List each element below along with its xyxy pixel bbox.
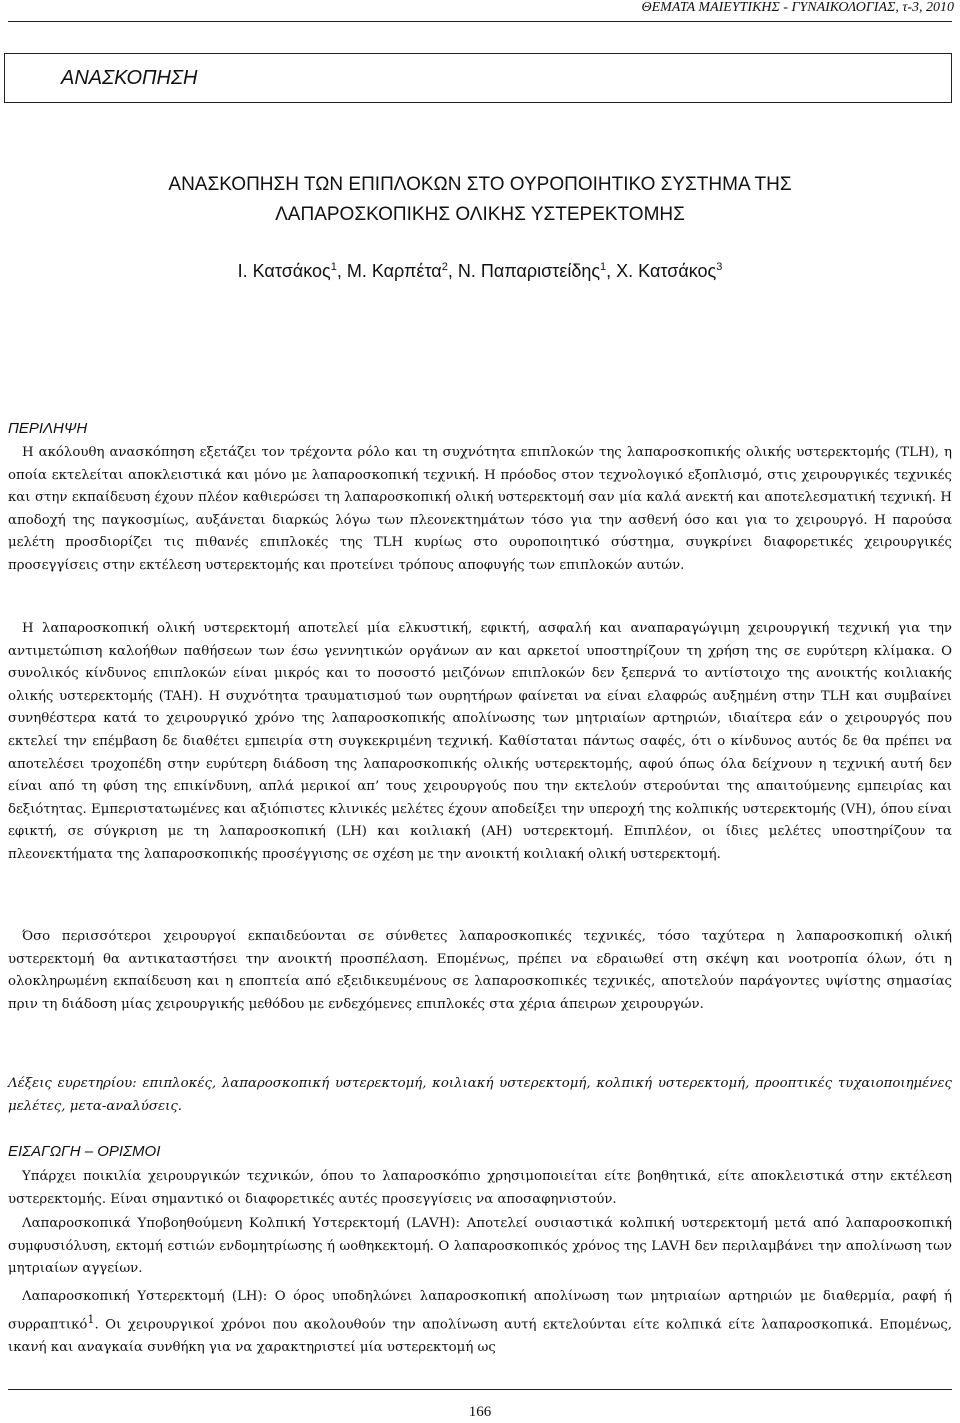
author-separator: , xyxy=(336,261,347,281)
author-name: Ι. Κατσάκος xyxy=(237,261,331,281)
author-affiliation: 1 xyxy=(600,261,607,273)
section-label: ΑΝΑΣΚΟΠΗΣΗ xyxy=(61,67,198,89)
introduction-paragraph xyxy=(8,1286,952,1359)
introduction-paragraph: Υπάρχει ποικιλία χειρουργικών τεχνικών, όπου το λαπαροσκόπιο χρησιμοποιείται είτε βοηθητικά, είτε αποκλειστικά στην εκτέλεση υστερεκτομής. Είναι σημαντικό οι διαφορετικές αυτές προσεγγίσεις να αποσαφηνιστούν. xyxy=(8,1169,952,1207)
author-name: Ν. Παπαριστείδης xyxy=(457,261,601,281)
header-rule xyxy=(8,21,952,22)
citation-marker: 1 xyxy=(87,1312,95,1326)
author-separator: , xyxy=(447,261,458,281)
introduction-text: Λαπαροσκοπική Υστερεκτομή (LH): Ο όρος υποδηλώνει λαπαροσκοπική απολίνωση των μητριαίων αρτηριών με διαθερμία, ραφή ή συρραπτικό xyxy=(8,1289,952,1333)
author-list xyxy=(0,253,960,285)
introduction-heading: ΕΙΣΑΓΩΓΗ – ΟΡΙΣΜΟΙ xyxy=(8,1143,161,1160)
introduction-text: . Οι χειρουργικοί χρόνοι που ακολουθούν την απολίνωση αυτή εκτελούνται είτε κολπικά είτε λαπαροσκοπικά. Επομένως, ικανή και αναγκαία συνθήκη για να χαρακτηριστεί μία υστερεκτομή ως xyxy=(8,1317,952,1355)
keywords xyxy=(8,1073,952,1118)
abstract-paragraph: Όσο περισσότεροι χειρουργοί εκπαιδεύονται σε σύνθετες λαπαροσκοπικές τεχνικές, τόσο ταχύτερα η λαπαροσκοπική ολική υστερεκτομή θα αντικαταστήσει την ανοικτή προσπέλαση. Επομένως, πρέπει να εδραιωθεί στη σκέψη και νοοτροπία όλων, ότι η ολοκληρωμένη εκπαίδευση και η εποπτεία από εξειδικευμένους σε λαπαροσκοπικές τεχνικές, αποτελούν παράγοντες υψίστης σημασίας πριν τη διάδοση μίας χειρουργικής μεθόδου με ενδεχόμενες επιπλοκές στα χέρια άπειρων χειρουργών. xyxy=(8,929,952,1012)
author-name: Μ. Καρπέτα xyxy=(346,261,442,281)
author-affiliation: 2 xyxy=(441,261,448,273)
author-affiliation: 1 xyxy=(330,261,337,273)
article-title xyxy=(0,170,960,230)
introduction-paragraph: Λαπαροσκοπικά Υποβοηθούμενη Κολπική Υστερεκτομή (LAVH): Αποτελεί ουσιαστικά κολπική υστερεκτομή μετά από λαπαροσκοπική συμφυσιόλυση, εκτομή εστιών ενδομητρίωσης ή ωοθηκεκτομή. Ο λαπαροσκοπικός χρόνος της LAVH δεν περιλαμβάνει την απολίνωση των μητριαίων αγγείων. xyxy=(8,1216,952,1277)
title-line-2: ΛΑΠΑΡΟΣΚΟΠΙΚΗΣ ΟΛΙΚΗΣ ΥΣΤΕΡΕΚΤΟΜΗΣ xyxy=(275,204,685,225)
author-separator: , xyxy=(606,261,617,281)
section-banner xyxy=(4,53,952,103)
running-head: ΘΕΜΑΤΑ ΜΑΙΕΥΤΙΚΗΣ - ΓΥΝΑΙΚΟΛΟΓΙΑΣ, τ-3, 2010 xyxy=(641,0,954,15)
keywords-label: Λέξεις ευρετηρίου: xyxy=(8,1076,137,1091)
footer-rule xyxy=(8,1389,952,1390)
keywords-text: επιπλοκές, λαπαροσκοπική υστερεκτομή, κοιλιακή υστερεκτομή, κολπική υστερεκτομή, προοπτικές τυχαιοποιημένες μελέτες, μετα-αναλύσεις. xyxy=(8,1076,952,1114)
author-name: Χ. Κατσάκος xyxy=(616,261,717,281)
title-line-1: ΑΝΑΣΚΟΠΗΣΗ ΤΩΝ ΕΠΙΠΛΟΚΩΝ ΣΤΟ ΟΥΡΟΠΟΙΗΤΙΚΟ ΣΥΣΤΗΜΑ ΤΗΣ xyxy=(168,174,792,195)
page-number: 166 xyxy=(468,1404,492,1420)
abstract-paragraph: Η ακόλουθη ανασκόπηση εξετάζει τον τρέχοντα ρόλο και τη συχνότητα επιπλοκών της λαπαροσκοπικής ολικής υστερεκτομής (TLH), η οποία εκτελείται αποκλειστικά και μόνο με λαπαροσκοπική τεχνική. Η πρόοδος στον τεχνολογικό εξοπλισμό, στις χειρουργικές τεχνικές και στην εκπαίδευση έχουν πλέον καθιερώσει τη λαπαροσκοπική ολική υστερεκτομή σαν μία καλά ανεκτή και αποτελεσματική τεχνική. Η αποδοχή της παγκοσμίως, αυξάνεται διαρκώς λόγω των πλεονεκτημάτων τόσο για την ασθενή όσο και για το χειρουργό. Η παρούσα μελέτη προσδιορίζει τις πιθανές επιπλοκές της TLH κυρίως στο ουροποιητικό σύστημα, συγκρίνει διαφορετικές χειρουργικές προσεγγίσεις στην εκτέλεση υστερεκτομής και προτείνει τρόπους αποφυγής των επιπλοκών αυτών. xyxy=(8,445,952,573)
author-affiliation: 3 xyxy=(716,261,723,273)
abstract-paragraph: Η λαπαροσκοπική ολική υστερεκτομή αποτελεί μία ελκυστική, εφικτή, ασφαλή και αναπαραγώγιμη χειρουργική τεχνική για την αντιμετώπιση καλοήθων παθήσεων των έσω γεννητικών οργάνων αν και αρκετοί υποστηρίζουν τη χρήση της σε ευρύτερη κλίμακα. Ο συνολικός κίνδυνος επιπλοκών είναι μικρός και το ποσοστό μειζόνων επιπλοκών δεν ξεπερνά το αντίστοιχο της ανοικτής κοιλιακής ολικής υστερεκτομής (TAH). Η συχνότητα τραυματισμού των ουρητήρων φαίνεται να είναι ελαφρώς αυξημένη στην TLH και συμβαίνει συνηθέστερα κατά το χειρουργικό χρόνο της λαπαροσκοπικής απολίνωσης των μητριαίων αρτηριών, ιδιαίτερα εάν ο χειρουργός που εκτελεί την επέμβαση δε διαθέτει εμπειρία στη συγκεκριμένη τεχνική. Καθίσταται πάντως σαφές, ότι ο κίνδυνος αυτός δε θα πρέπει να αποτελέσει τροχοπέδη στην ευρύτερη διάδοση της λαπαροσκοπικής ολικής υστερεκτομής, αφού όπως όλα δείχνουν η τεχνική αυτή δεν είναι από τη φύση της επικίνδυνη, απλά μερικοί απ’ τους χειρουργούς που την εκτελούν στερούνται της απαιτούμενης εμπειρίας και δεξιότητας. Εμπεριστατωμένες και αξιόπιστες κλινικές μελέτες έχουν αποδείξει την υπεροχή της κολπικής υστερεκτομής (VH), όπου είναι εφικτή, σε σύγκριση με τη λαπαροσκοπική (LH) και κοιλιακή (AH) υστερεκτομή. Επιπλέον, οι ίδιες μελέτες υποστηρίζουν τα πλεονεκτήματα της λαπαροσκοπικής προσέγγισης σε σχέση με την ανοικτή κοιλιακή ολική υστερεκτομή. xyxy=(8,621,952,862)
abstract-heading: ΠΕΡΙΛΗΨΗ xyxy=(8,420,88,437)
